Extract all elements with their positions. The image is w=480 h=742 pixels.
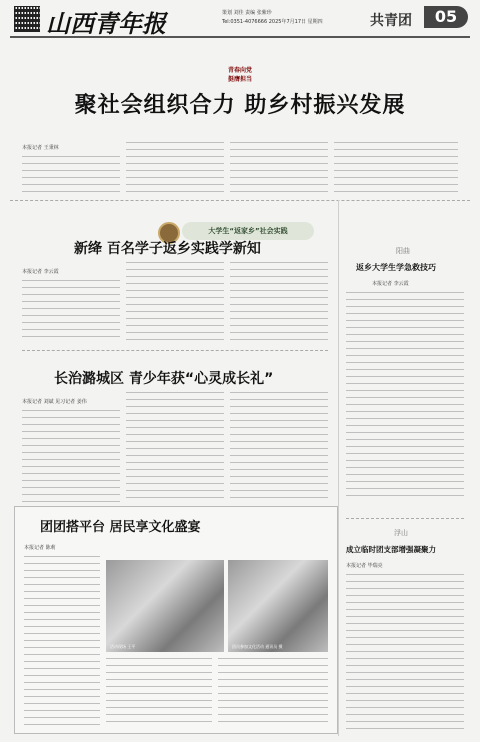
- story1-region: 新绛: [74, 241, 102, 257]
- right-story1-headline: 返乡大学生学急救技巧: [356, 263, 436, 272]
- story2-text-col-1: [22, 410, 120, 502]
- date-line: Tel:0351-4076666 2025年7月17日 星期四: [222, 19, 323, 25]
- right-story1-region: 阳曲: [396, 247, 410, 255]
- right-story2-byline: 本报记者 毕瑞亮: [346, 563, 383, 569]
- story3-text-col-3: [218, 658, 328, 728]
- story1-text-col-3: [230, 262, 328, 340]
- badge-line-1: 青春向党: [227, 67, 252, 74]
- section-name: 共青团: [370, 13, 412, 29]
- story2-title: [54, 368, 273, 388]
- section-band-label: 大学生“返家乡”社会实践: [182, 222, 314, 240]
- story3-photo-1: [106, 560, 224, 652]
- right-story2-headline: 成立临时团支部增强凝聚力: [346, 545, 436, 554]
- slogan-badge: [190, 66, 290, 84]
- story1-text-col-2: [126, 262, 224, 340]
- banner-text-col-2: [126, 142, 224, 192]
- banner-text-col-4: [334, 142, 458, 192]
- photo2-caption: 团员参加文化活动 通讯员 摄: [232, 644, 283, 649]
- banner-byline: 本报记者 王秉林: [22, 145, 59, 151]
- story2-byline: 本报记者 刘斌 见习记者 姜伟: [22, 399, 87, 405]
- badge-line-2: 挺膺担当: [227, 76, 252, 83]
- right-story1-byline: 本报记者 李云霞: [372, 281, 409, 287]
- story2-headline: 青少年获“心灵成长礼”: [128, 371, 274, 387]
- section-divider: [10, 200, 470, 201]
- story1-byline: 本报记者 李云霞: [22, 269, 59, 275]
- photo1-caption: 活动现场 王平: [110, 644, 136, 649]
- story2-text-col-3: [230, 392, 328, 502]
- right-story-divider: [346, 518, 464, 519]
- story2-divider: [22, 350, 328, 351]
- banner-headline: 聚社会组织合力 助乡村振兴发展: [74, 93, 406, 118]
- story2-text-col-2: [126, 392, 224, 502]
- qr-code-icon: [14, 6, 40, 32]
- story3-text-col-1: [24, 556, 100, 726]
- right-story1-text: [346, 292, 464, 502]
- story3-photo-2: [228, 560, 328, 652]
- story1-headline: 百名学子返乡实践学新知: [106, 241, 261, 257]
- page-number: 05: [424, 6, 468, 28]
- story3-headline: 团团搭平台 居民享文化盛宴: [40, 520, 201, 535]
- story1-title: [74, 238, 261, 258]
- story3-text-col-2: [106, 658, 212, 728]
- story1-text-col-1: [22, 280, 120, 340]
- story2-region: 长治潞城区: [54, 371, 124, 387]
- right-story2-text: [346, 574, 464, 730]
- right-column-divider: [338, 200, 339, 736]
- newspaper-logo: 山西青年报: [46, 10, 166, 38]
- editor-line: 策划 刘佳 责编 张紫珍: [222, 10, 272, 16]
- banner-text-col-1: [22, 156, 120, 192]
- right-story2-region: 浮山: [394, 529, 408, 537]
- masthead-rule: [10, 36, 470, 38]
- banner-text-col-3: [230, 142, 328, 192]
- story3-byline: 本报记者 陈莉: [24, 545, 56, 551]
